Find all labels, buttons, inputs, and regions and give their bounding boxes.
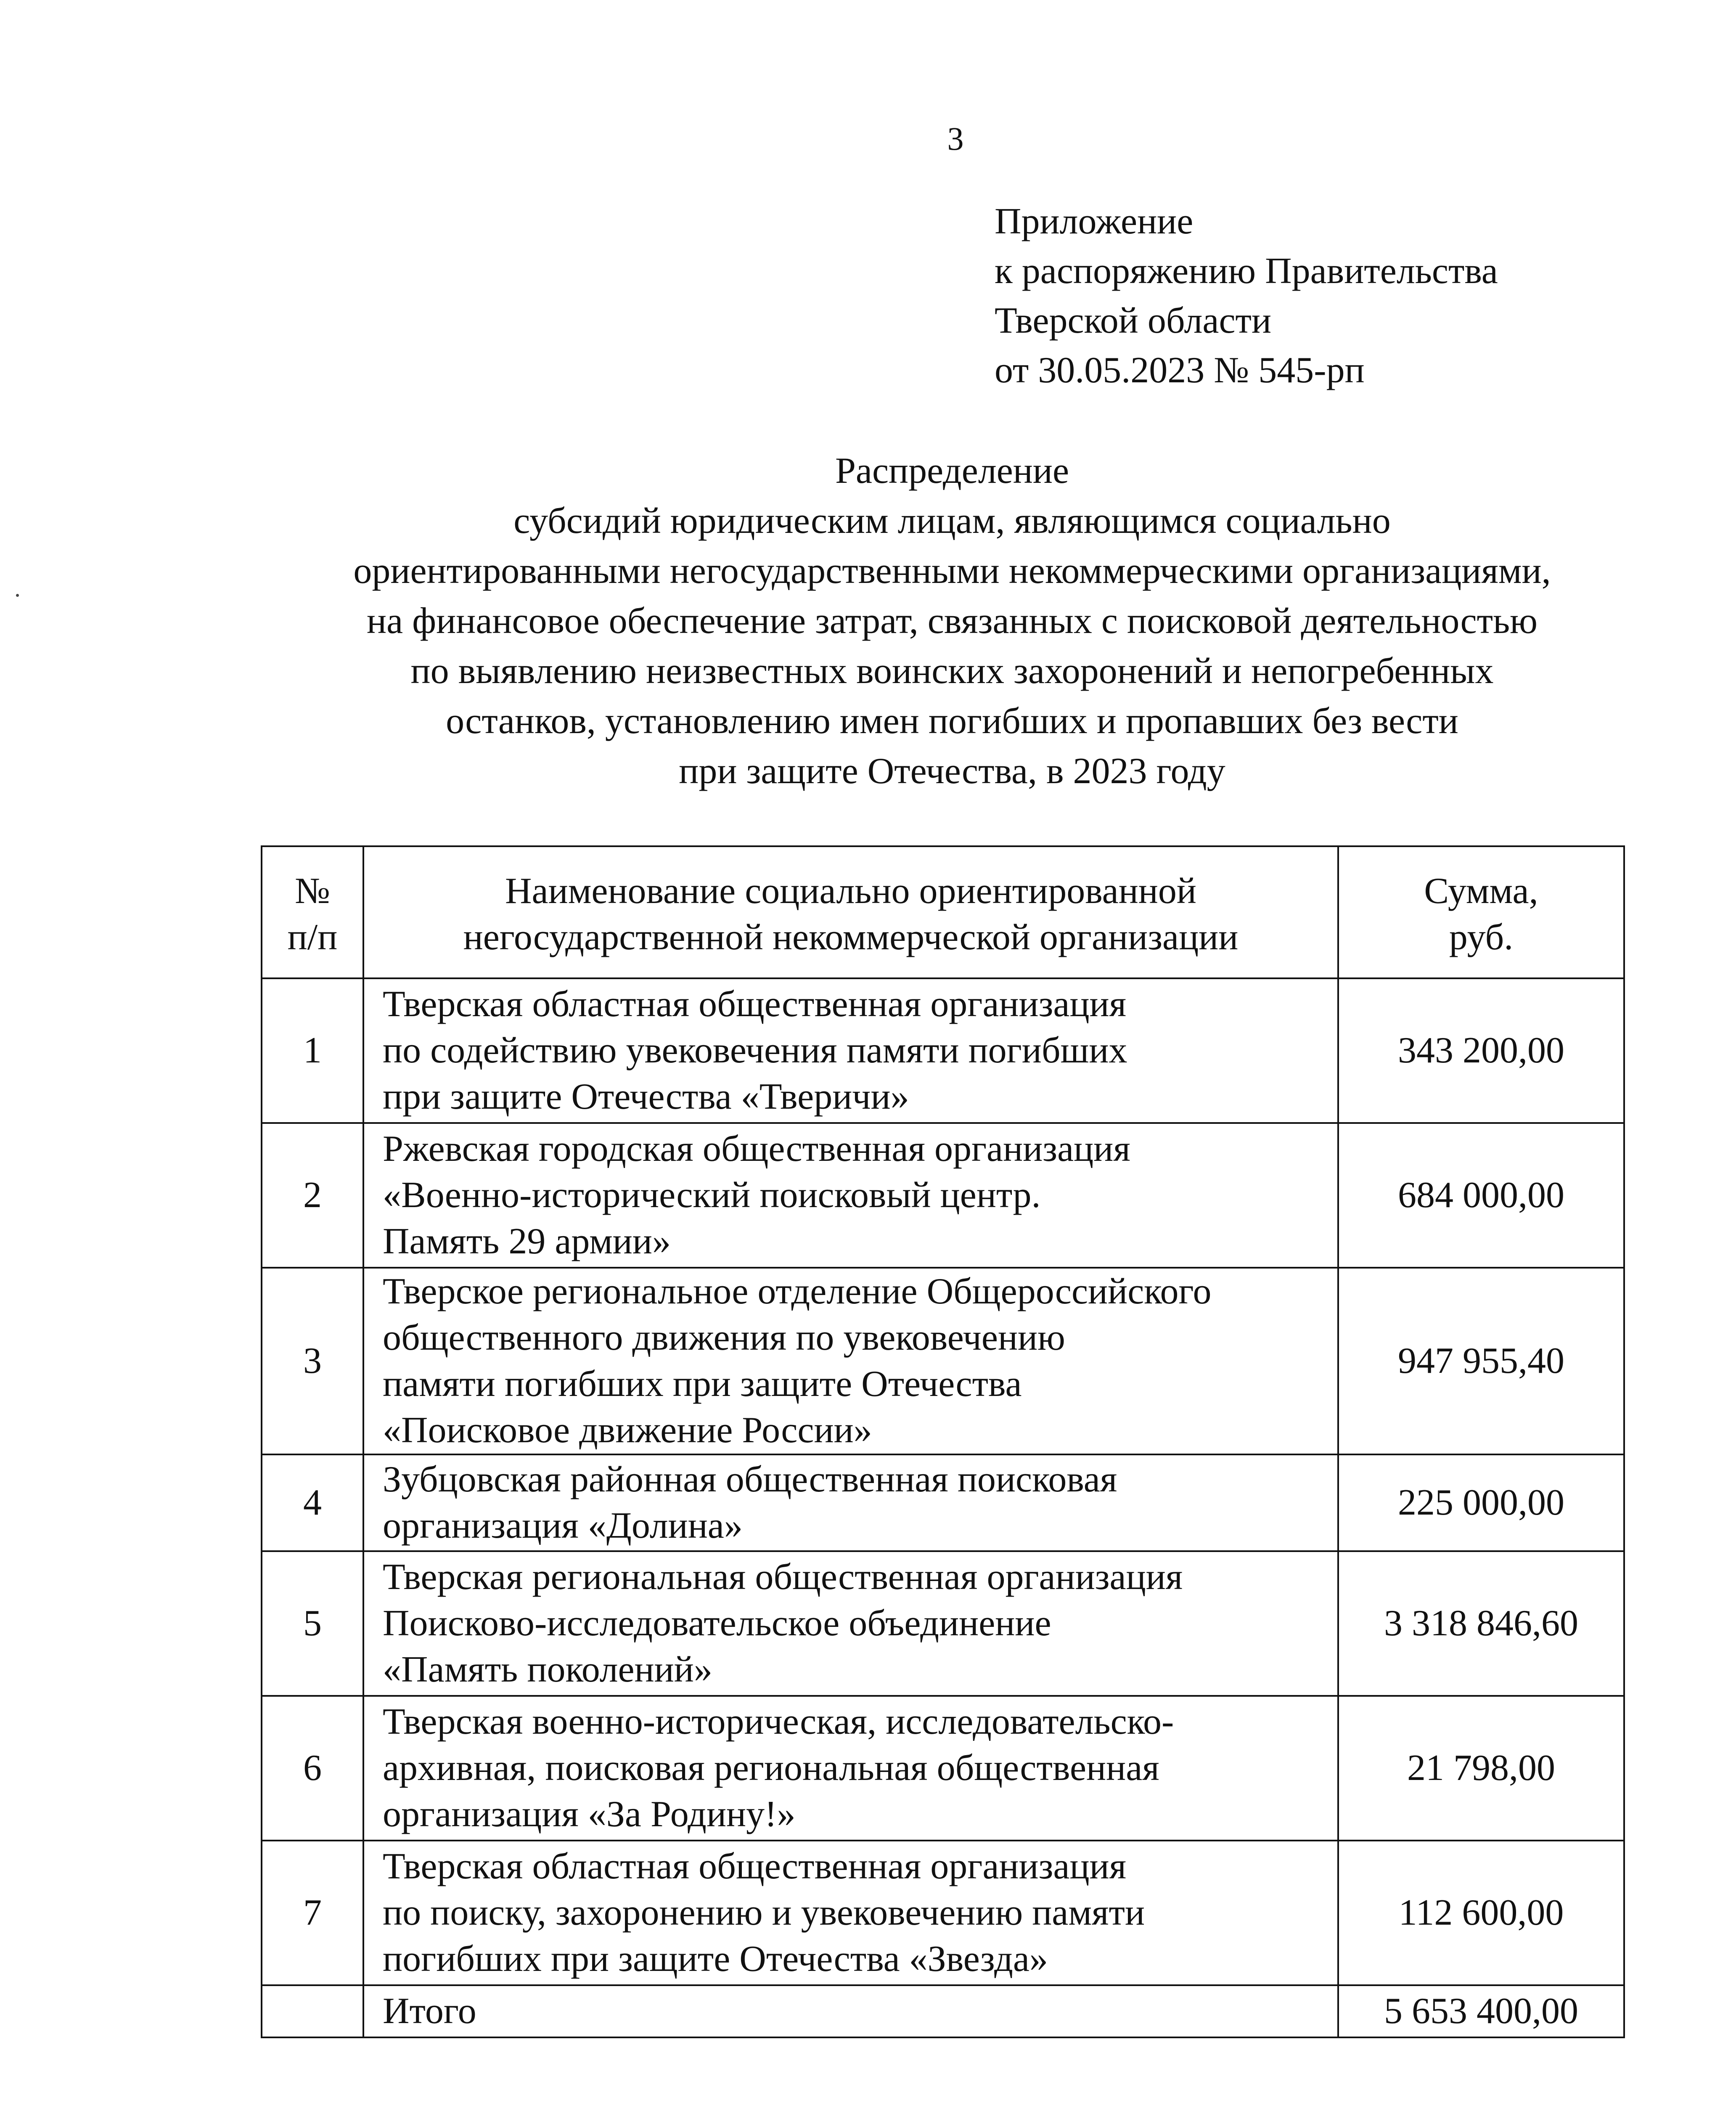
table-row [262, 1268, 1624, 1454]
title-line: субсидий юридическим лицам, являющимся социально [513, 501, 1391, 541]
title-line: на финансовое обеспечение затрат, связанных с поисковой деятельностью [366, 601, 1538, 641]
header-num-line: п/п [287, 917, 338, 958]
organization-name-line: Память 29 армии» [383, 1221, 671, 1262]
row-number: 5 [262, 1551, 363, 1696]
organization-name-line: по содействию увековечения памяти погибших [383, 1030, 1127, 1071]
document-title [279, 446, 1625, 796]
organization-name-line: по поиску, захоронению и увековечению памяти [383, 1892, 1145, 1933]
row-number: 1 [262, 978, 363, 1123]
organization-name-line: «Память поколений» [383, 1649, 712, 1690]
subsidy-amount: 112 600,00 [1338, 1841, 1624, 1985]
subsidy-amount: 21 798,00 [1338, 1696, 1624, 1841]
row-number: 4 [262, 1454, 363, 1551]
subsidy-amount: 343 200,00 [1338, 978, 1624, 1123]
table-header-row [262, 846, 1624, 978]
appendix-line: от 30.05.2023 № 545-рп [995, 350, 1365, 391]
subsidy-amount: 947 955,40 [1338, 1268, 1624, 1454]
organization-name-line: Ржевская городская общественная организация [383, 1128, 1130, 1169]
header-name [363, 846, 1338, 978]
organization-name [363, 1454, 1338, 1551]
organization-name-line: Зубцовская районная общественная поисковая [383, 1459, 1117, 1500]
table-row [262, 978, 1624, 1123]
organization-name [363, 1123, 1338, 1268]
total-num-cell [262, 1985, 363, 2037]
organization-name-line: при защите Отечества «Тверичи» [383, 1076, 909, 1117]
organization-name [363, 1551, 1338, 1696]
total-amount: 5 653 400,00 [1338, 1985, 1624, 2037]
header-sum [1338, 846, 1624, 978]
subsidy-amount: 684 000,00 [1338, 1123, 1624, 1268]
organization-name [363, 978, 1338, 1123]
organization-name-line: Поисково-исследовательское объединение [383, 1603, 1051, 1644]
header-name-line: негосударственной некоммерческой организации [463, 917, 1238, 958]
organization-name-line: Тверская военно-историческая, исследовательско- [383, 1701, 1174, 1742]
appendix-line: Тверской области [995, 300, 1272, 341]
subsidy-amount: 3 318 846,60 [1338, 1551, 1624, 1696]
organization-name-line: «Военно-исторический поисковый центр. [383, 1175, 1041, 1216]
organization-name-line: Тверская региональная общественная организация [383, 1557, 1183, 1597]
organization-name-line: общественного движения по увековечению [383, 1317, 1065, 1358]
distribution-table [261, 845, 1625, 2038]
appendix-line: Приложение [995, 201, 1194, 242]
organization-name-line: организация «Долина» [383, 1505, 743, 1546]
organization-name-line: Тверское региональное отделение Общероссийского [383, 1271, 1212, 1312]
row-number: 2 [262, 1123, 363, 1268]
organization-name [363, 1841, 1338, 1985]
header-num-line: № [295, 871, 330, 911]
organization-name-line: Тверская областная общественная организация [383, 984, 1127, 1025]
title-line: Распределение [835, 450, 1069, 491]
organization-name-line: памяти погибших при защите Отечества [383, 1364, 1022, 1404]
total-label: Итого [363, 1985, 1338, 2037]
header-name-line: Наименование социально ориентированной [505, 871, 1196, 911]
organization-name-line: архивная, поисковая региональная общественная [383, 1748, 1159, 1788]
header-sum-line: Сумма, [1424, 871, 1538, 911]
appendix-block [995, 197, 1498, 395]
row-number: 6 [262, 1696, 363, 1841]
header-sum-line: руб. [1449, 917, 1514, 958]
title-line: по выявлению неизвестных воинских захоронений и непогребенных [410, 651, 1494, 691]
table-row [262, 1696, 1624, 1841]
organization-name [363, 1268, 1338, 1454]
row-number: 3 [262, 1268, 363, 1454]
row-number: 7 [262, 1841, 363, 1985]
title-line: ориентированными негосударственными некоммерческими организациями, [353, 551, 1551, 591]
subsidy-amount: 225 000,00 [1338, 1454, 1624, 1551]
total-row [262, 1985, 1624, 2037]
table-row [262, 1454, 1624, 1551]
organization-name-line: организация «За Родину!» [383, 1794, 796, 1835]
organization-name [363, 1696, 1338, 1841]
organization-name-line: погибших при защите Отечества «Звезда» [383, 1939, 1048, 1979]
organization-name-line: Тверская областная общественная организация [383, 1846, 1127, 1887]
table-row [262, 1841, 1624, 1985]
page-number: 3 [947, 120, 964, 157]
organization-name-line: «Поисковое движение России» [383, 1410, 872, 1451]
title-line: останков, установлению имен погибших и пропавших без вести [446, 701, 1458, 742]
appendix-line: к распоряжению Правительства [995, 251, 1498, 291]
table-row [262, 1551, 1624, 1696]
table-row [262, 1123, 1624, 1268]
header-num [262, 846, 363, 978]
scan-speck [16, 594, 19, 597]
title-line: при защите Отечества, в 2023 году [679, 751, 1225, 792]
